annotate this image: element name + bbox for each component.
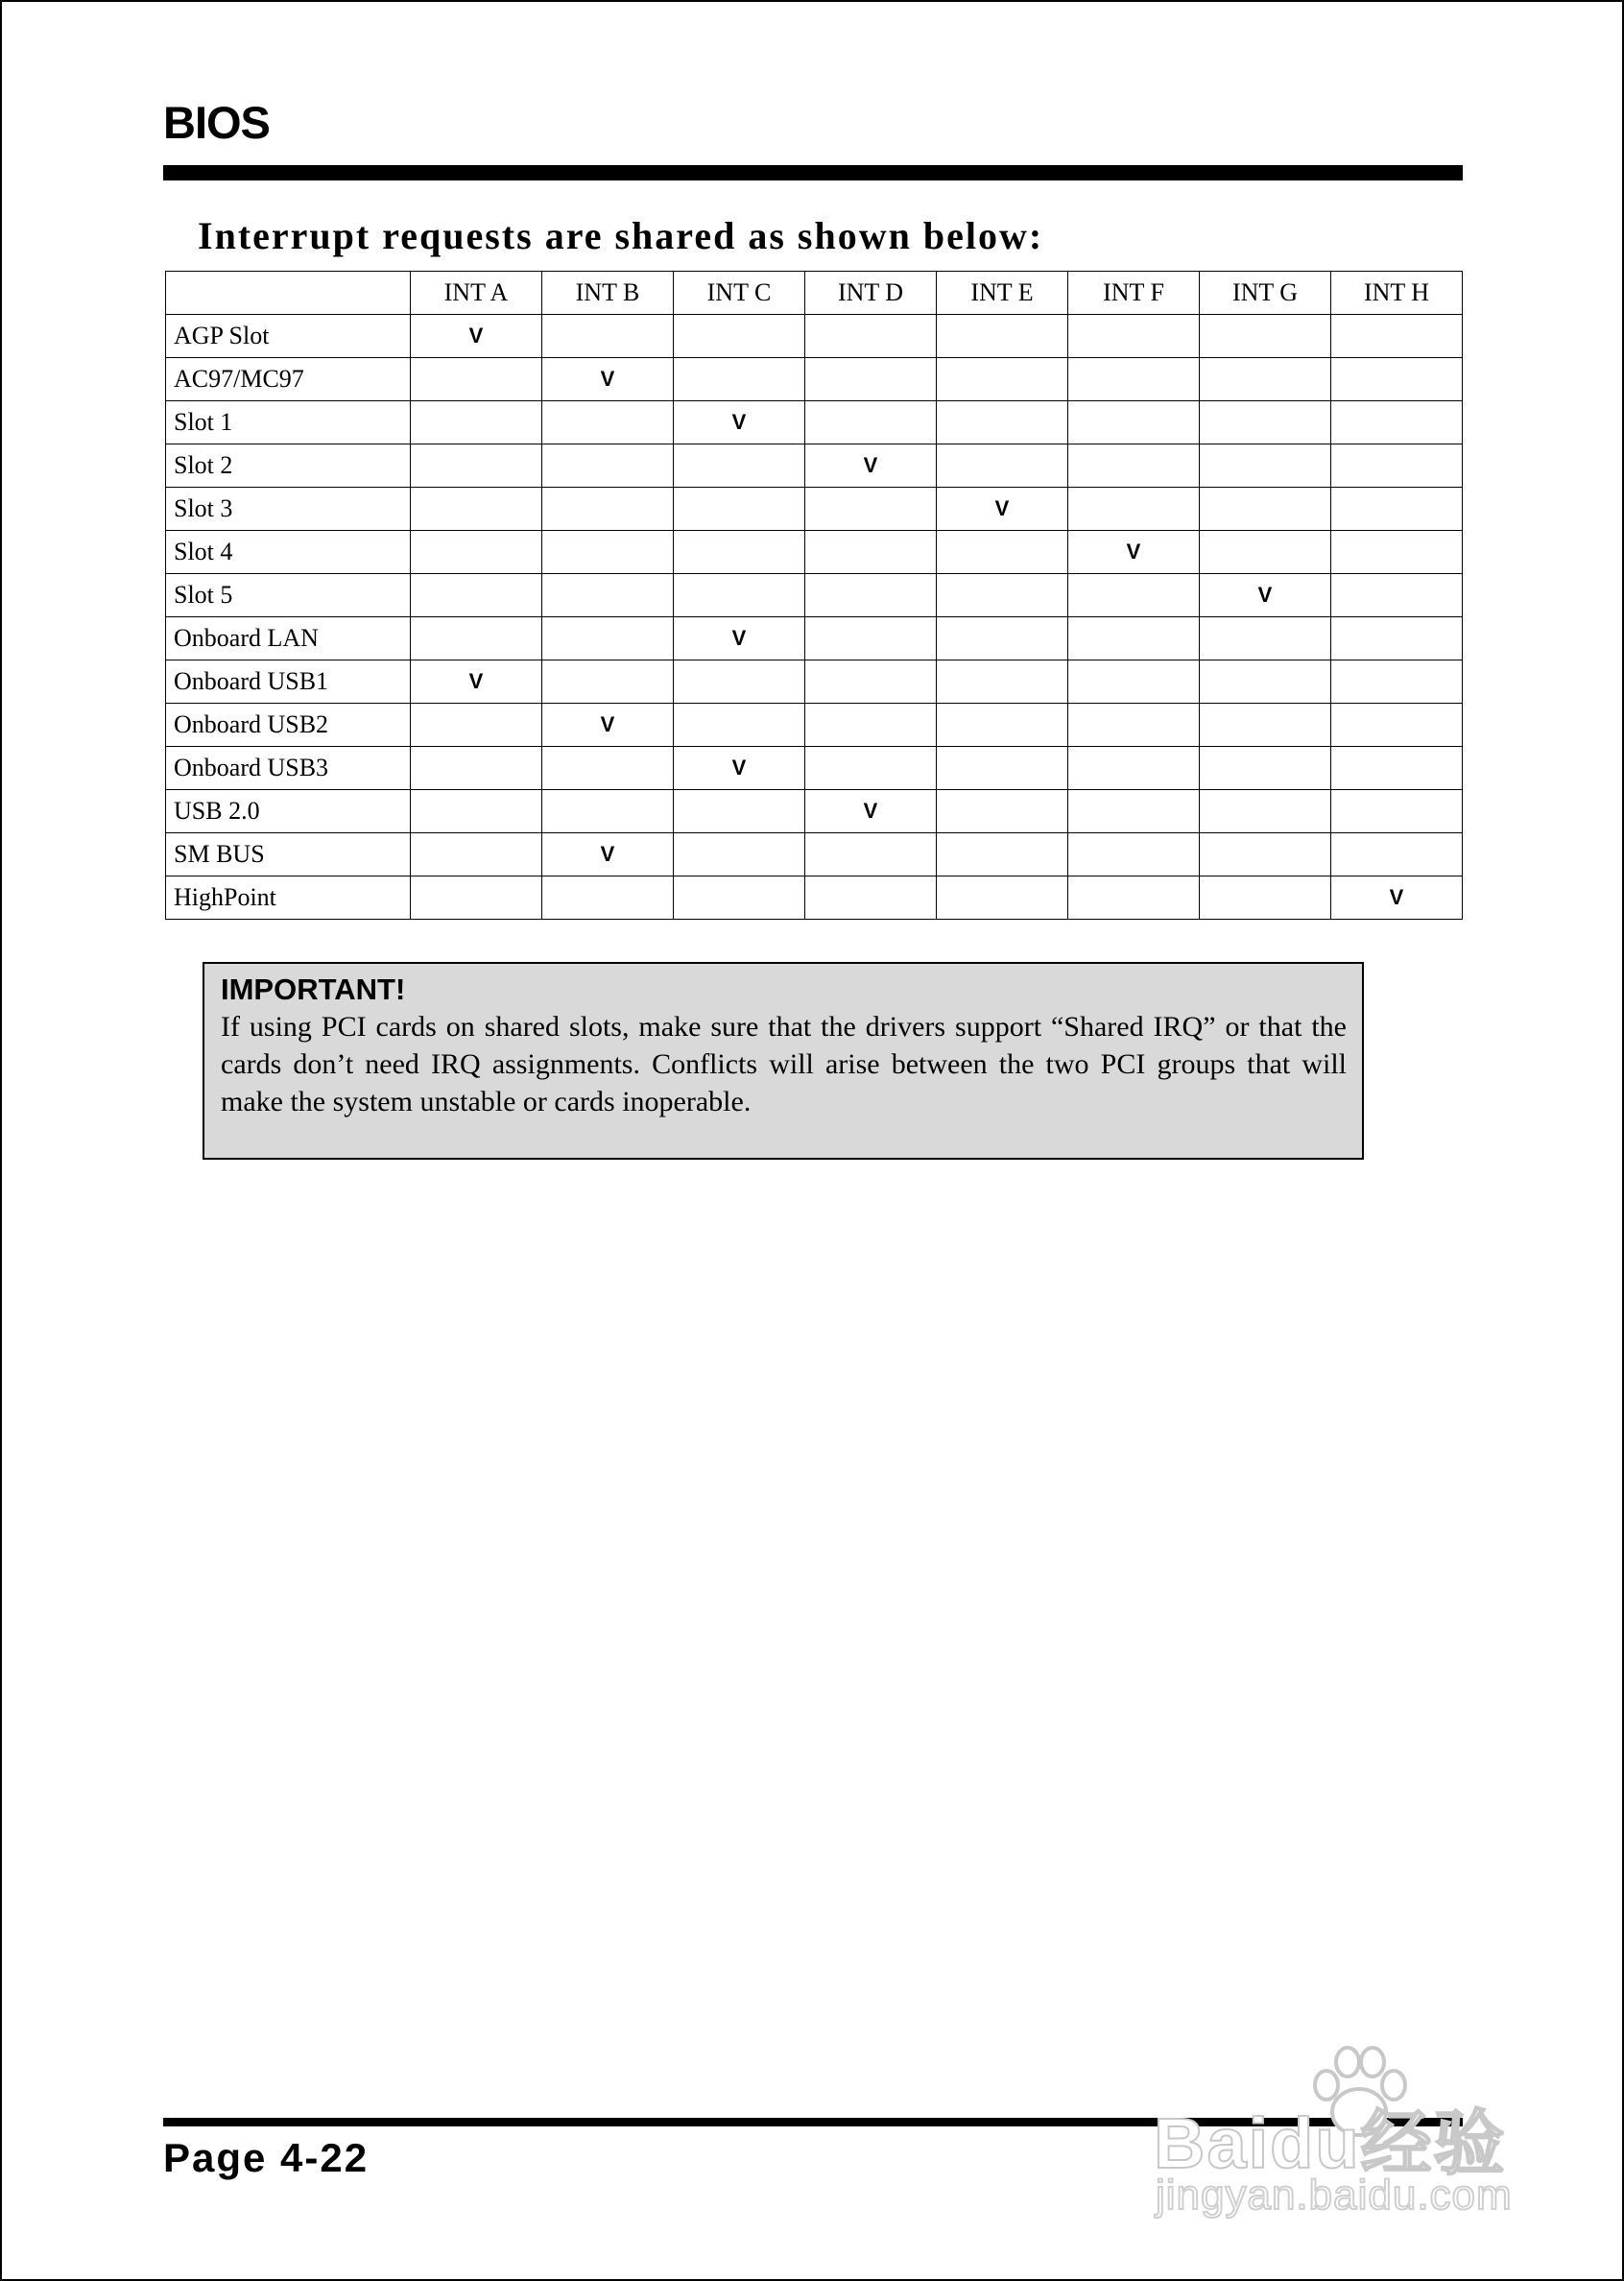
irq-sharing-table [165, 271, 1463, 920]
empty-cell [1331, 531, 1463, 574]
irq-assignment-mark: V [542, 833, 674, 876]
table-heading: Interrupt requests are shared as shown below: [198, 214, 1044, 257]
irq-assignment-mark: V [542, 358, 674, 401]
watermark-brand: Baidu经验 [1154, 2103, 1507, 2183]
empty-cell [674, 833, 805, 876]
empty-cell [1068, 574, 1200, 617]
int-column-header: INT G [1200, 272, 1331, 315]
irq-assignment-mark: V [411, 315, 542, 358]
empty-cell [805, 704, 937, 747]
empty-cell [1068, 704, 1200, 747]
empty-cell [411, 574, 542, 617]
empty-cell [674, 531, 805, 574]
empty-cell [1068, 617, 1200, 660]
empty-cell [805, 401, 937, 444]
irq-assignment-mark: V [805, 444, 937, 488]
empty-cell [805, 531, 937, 574]
empty-cell [411, 531, 542, 574]
int-column-header: INT C [674, 272, 805, 315]
irq-assignment-mark: V [411, 660, 542, 704]
empty-cell [542, 574, 674, 617]
empty-cell [805, 747, 937, 790]
table-row [166, 876, 1463, 920]
empty-cell [1068, 444, 1200, 488]
table-row [166, 790, 1463, 833]
empty-cell [1068, 747, 1200, 790]
empty-cell [542, 401, 674, 444]
empty-cell [937, 704, 1068, 747]
empty-cell [411, 358, 542, 401]
empty-cell [674, 444, 805, 488]
empty-cell [1068, 876, 1200, 920]
watermark-url: jingyan.baidu.com [1156, 2172, 1513, 2219]
table-row [166, 444, 1463, 488]
empty-cell [674, 660, 805, 704]
empty-cell [1200, 833, 1331, 876]
empty-cell [1331, 747, 1463, 790]
table-row [166, 531, 1463, 574]
table-row [166, 315, 1463, 358]
empty-cell [1200, 488, 1331, 531]
page-number: Page 4-22 [163, 2135, 370, 2180]
int-column-header: INT H [1331, 272, 1463, 315]
empty-cell [805, 315, 937, 358]
empty-cell [1200, 401, 1331, 444]
empty-cell [805, 574, 937, 617]
empty-cell [937, 444, 1068, 488]
empty-cell [937, 617, 1068, 660]
empty-cell [1200, 704, 1331, 747]
empty-cell [937, 358, 1068, 401]
empty-cell [674, 704, 805, 747]
empty-cell [1200, 660, 1331, 704]
empty-cell [805, 833, 937, 876]
empty-cell [1331, 488, 1463, 531]
int-column-header: INT E [937, 272, 1068, 315]
int-column-header: INT F [1068, 272, 1200, 315]
table-row [166, 358, 1463, 401]
device-name: Slot 1 [166, 401, 411, 444]
empty-cell [674, 488, 805, 531]
section-title: BIOS [163, 97, 270, 148]
empty-cell [937, 401, 1068, 444]
empty-cell [542, 531, 674, 574]
empty-cell [1200, 358, 1331, 401]
table-header-row [166, 272, 1463, 315]
empty-cell [805, 617, 937, 660]
empty-cell [1200, 531, 1331, 574]
empty-cell [542, 747, 674, 790]
empty-cell [411, 704, 542, 747]
empty-cell [542, 790, 674, 833]
device-name: Slot 2 [166, 444, 411, 488]
device-name: Onboard USB1 [166, 660, 411, 704]
empty-cell [1068, 488, 1200, 531]
empty-cell [1068, 401, 1200, 444]
device-name: Onboard LAN [166, 617, 411, 660]
empty-cell [542, 660, 674, 704]
empty-cell [411, 444, 542, 488]
device-name: Slot 4 [166, 531, 411, 574]
device-name: Onboard USB2 [166, 704, 411, 747]
empty-cell [411, 790, 542, 833]
irq-assignment-mark: V [805, 790, 937, 833]
empty-cell [542, 617, 674, 660]
empty-cell [1331, 617, 1463, 660]
empty-cell [1331, 315, 1463, 358]
empty-cell [937, 876, 1068, 920]
int-column-header: INT B [542, 272, 674, 315]
device-column-header [166, 272, 411, 315]
empty-cell [674, 574, 805, 617]
irq-assignment-mark: V [674, 747, 805, 790]
empty-cell [805, 876, 937, 920]
empty-cell [411, 617, 542, 660]
empty-cell [1068, 833, 1200, 876]
table-row [166, 747, 1463, 790]
empty-cell [1200, 790, 1331, 833]
device-name: USB 2.0 [166, 790, 411, 833]
device-name: AC97/MC97 [166, 358, 411, 401]
empty-cell [805, 358, 937, 401]
empty-cell [411, 488, 542, 531]
empty-cell [411, 833, 542, 876]
table-row [166, 574, 1463, 617]
empty-cell [937, 574, 1068, 617]
empty-cell [1331, 790, 1463, 833]
empty-cell [1331, 401, 1463, 444]
empty-cell [1068, 660, 1200, 704]
empty-cell [674, 358, 805, 401]
important-title: IMPORTANT! [221, 972, 406, 1006]
table-row [166, 704, 1463, 747]
empty-cell [937, 790, 1068, 833]
irq-assignment-mark: V [1200, 574, 1331, 617]
irq-assignment-mark: V [674, 617, 805, 660]
irq-assignment-mark: V [674, 401, 805, 444]
empty-cell [805, 660, 937, 704]
table-row [166, 833, 1463, 876]
empty-cell [1068, 358, 1200, 401]
header-divider [163, 165, 1463, 180]
empty-cell [542, 444, 674, 488]
empty-cell [1200, 315, 1331, 358]
table-row [166, 617, 1463, 660]
empty-cell [542, 488, 674, 531]
empty-cell [1331, 704, 1463, 747]
empty-cell [542, 315, 674, 358]
empty-cell [1331, 574, 1463, 617]
empty-cell [411, 401, 542, 444]
table-row [166, 401, 1463, 444]
empty-cell [1331, 444, 1463, 488]
empty-cell [411, 747, 542, 790]
empty-cell [1068, 790, 1200, 833]
irq-assignment-mark: V [1068, 531, 1200, 574]
empty-cell [937, 660, 1068, 704]
device-name: SM BUS [166, 833, 411, 876]
empty-cell [542, 876, 674, 920]
irq-assignment-mark: V [542, 704, 674, 747]
empty-cell [674, 790, 805, 833]
empty-cell [1331, 833, 1463, 876]
empty-cell [937, 531, 1068, 574]
empty-cell [1200, 617, 1331, 660]
empty-cell [1200, 444, 1331, 488]
empty-cell [411, 876, 542, 920]
empty-cell [937, 747, 1068, 790]
empty-cell [1331, 358, 1463, 401]
device-name: HighPoint [166, 876, 411, 920]
empty-cell [1068, 315, 1200, 358]
empty-cell [937, 833, 1068, 876]
device-name: Slot 3 [166, 488, 411, 531]
device-name: Onboard USB3 [166, 747, 411, 790]
empty-cell [674, 876, 805, 920]
empty-cell [937, 315, 1068, 358]
empty-cell [1200, 876, 1331, 920]
int-column-header: INT D [805, 272, 937, 315]
int-column-header: INT A [411, 272, 542, 315]
baidu-watermark [1152, 2037, 1536, 2229]
device-name: Slot 5 [166, 574, 411, 617]
empty-cell [1331, 660, 1463, 704]
empty-cell [805, 488, 937, 531]
device-name: AGP Slot [166, 315, 411, 358]
irq-assignment-mark: V [937, 488, 1068, 531]
table-row [166, 660, 1463, 704]
table-row [166, 488, 1463, 531]
empty-cell [1200, 747, 1331, 790]
table-body [166, 315, 1463, 920]
important-text: If using PCI cards on shared slots, make sure that the drivers support “Shared IRQ” or that the cards don’t need IRQ assignments. Conflicts will arise between the two PCI groups that will make the system unstable or cards inoperable. [221, 1011, 1347, 1117]
important-note [203, 962, 1364, 1160]
irq-assignment-mark: V [1331, 876, 1463, 920]
empty-cell [674, 315, 805, 358]
